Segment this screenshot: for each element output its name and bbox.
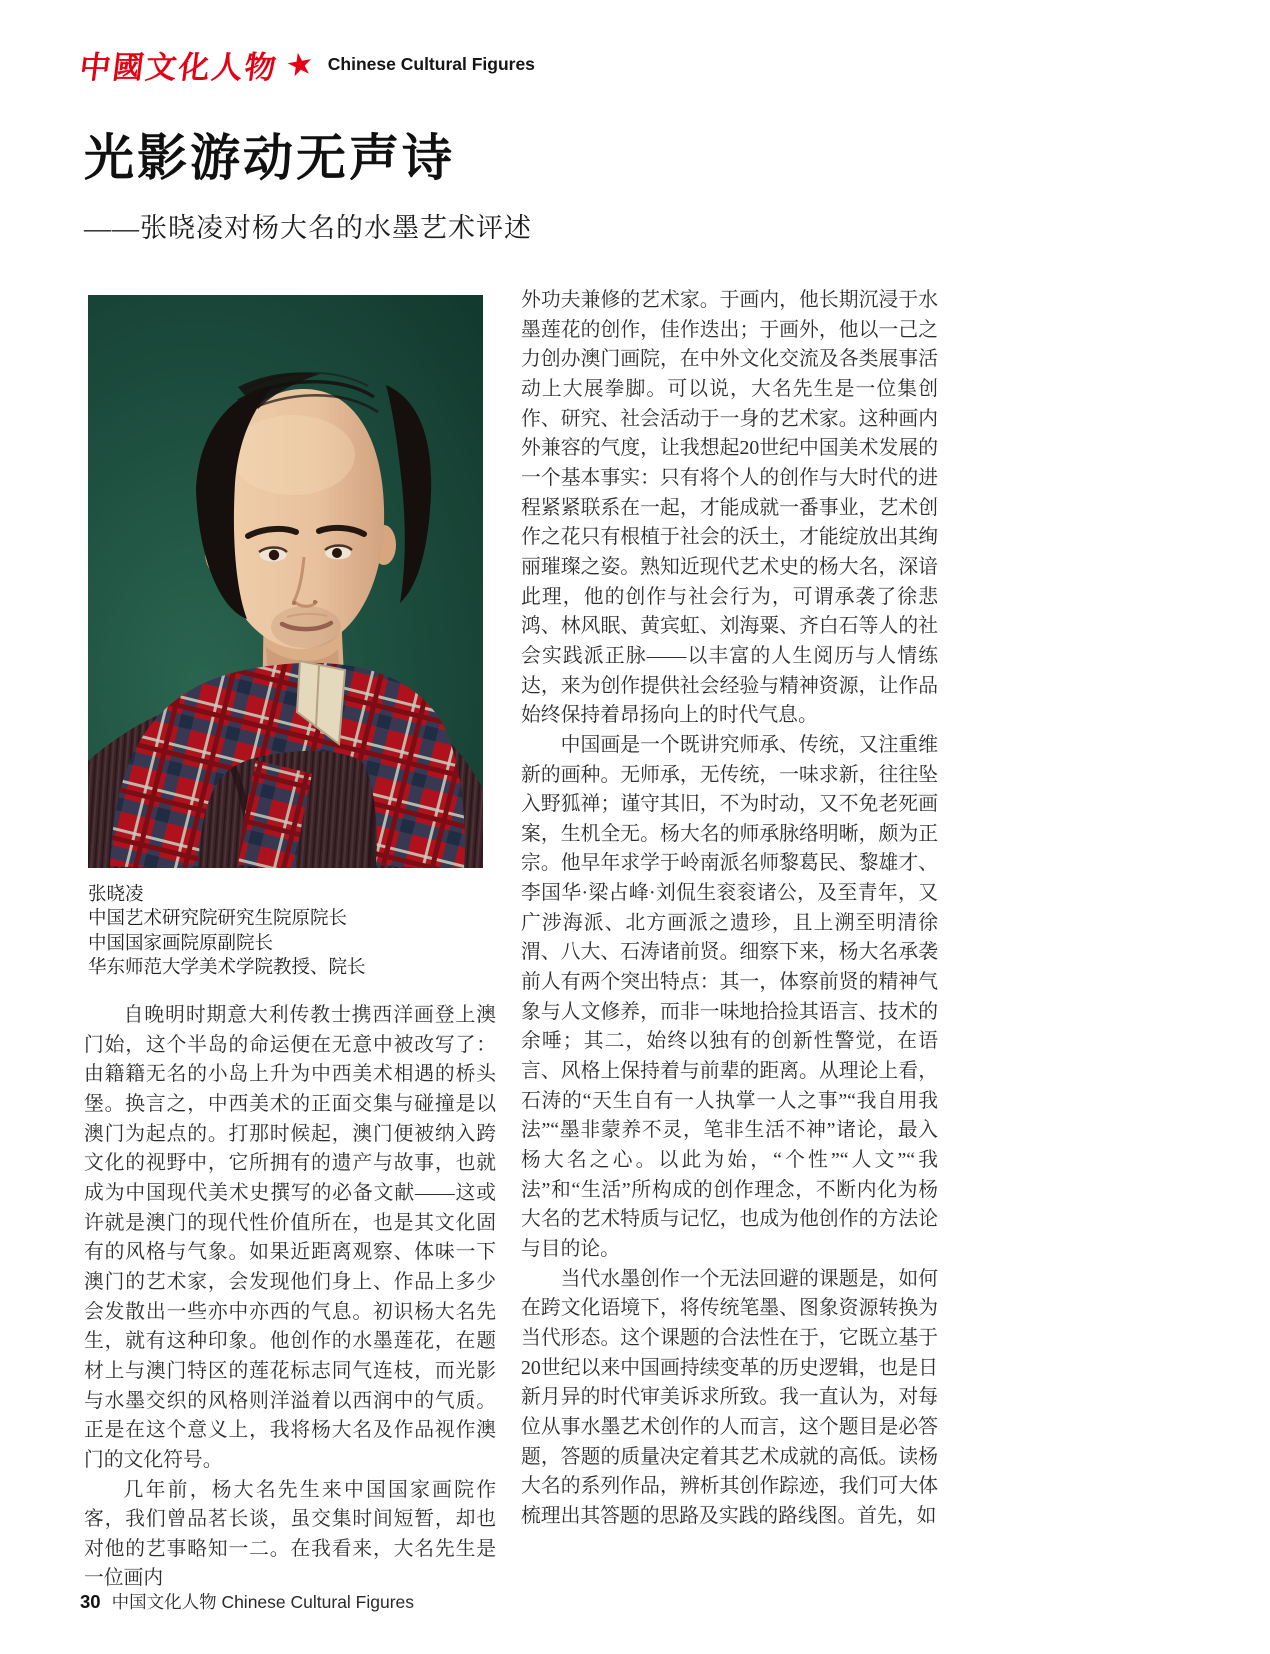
portrait-illustration bbox=[88, 295, 483, 868]
logo-chinese-calligraphy: 中國文化人物 bbox=[77, 50, 280, 85]
body-paragraph: 中国画是一个既讲究师承、传统，又注重维新的画种。无师承，无传统，一味求新，往往坠入野狐禅；谨守其旧，不为时动，又不免老死画案，生机全无。杨大名的师承脉络明晰，颇为正宗。他早年求学于岭南派名师黎葛民、黎雄才、李国华·梁占峰·刘侃生衮衮诸公，及至青年，又广涉海派、北方画派之遗珍，且上溯至明清徐渭、八大、石涛诸前贤。细察下来，杨大名承袭前人有两个突出特点：其一，体察前贤的精神气象与人文修养，而非一味地拾捡其语言、技术的余唾；其二，始终以独有的创新性警觉，在语言、风格上保持着与前辈的距离。从理论上看，石涛的“天生自有一人执掌一人之事”“我自用我法”“墨非蒙养不灵，笔非生活不神”诸论，最入杨大名之心。以此为始，“个性”“人文”“我法”和“生活”所构成的创作理念，不断内化为杨大名的艺术特质与记忆，也成为他创作的方法论与目的论。 bbox=[521, 733, 938, 1260]
page-number: 30 bbox=[80, 1591, 101, 1612]
caption-line: 张晓凌 bbox=[88, 883, 144, 904]
body-column-right bbox=[521, 286, 938, 1532]
article-title: 光影游动无声诗 bbox=[84, 130, 455, 186]
page-footer bbox=[80, 1589, 414, 1614]
footer-text: 中国文化人物 Chinese Cultural Figures bbox=[111, 1592, 415, 1612]
body-paragraph: 自晚明时期意大利传教士携西洋画登上澳门始，这个半岛的命运便在无意中被改写了：由籍籍无名的小岛上升为中西美术相遇的桥头堡。换言之，中西美术的正面交集与碰撞是以澳门为起点的。打那时候起，澳门便被纳入跨文化的视野中，它所拥有的遗产与故事，也就成为中国现代美术史撰写的必备文献——这或许就是澳门的现代性价值所在，也是其文化固有的风格与气象。如果近距离观察、体味一下澳门的艺术家，会发现他们身上、作品上多少会发散出一些亦中亦西的气息。初识杨大名先生，就有这种印象。他创作的水墨莲花，在题材上与澳门特区的莲花标志同气连枝，而光影与水墨交织的风格则洋溢着以西润中的气质。正是在这个意义上，我将杨大名及作品视作澳门的文化符号。 bbox=[84, 1004, 496, 1471]
magazine-header bbox=[77, 42, 535, 87]
caption-line: 中国国家画院原副院长 bbox=[88, 931, 274, 953]
body-paragraph: 当代水墨创作一个无法回避的课题是，如何在跨文化语境下，将传统笔墨、图象资源转换为当代形态。这个课题的合法性在于，它既立基于20世纪以来中国画持续变革的历史逻辑，也是日新月异的时代审美诉求所致。我一直认为，对每位从事水墨艺术创作的人而言，这个题目是必答题，答题的质量决定着其艺术成就的高低。读杨大名的系列作品，辨析其创作踪迹，我们可大体梳理出其答题的思路及实践的路线图。首先，如 bbox=[521, 1267, 938, 1527]
body-paragraph: 几年前，杨大名先生来中国国家画院作客，我们曾品茗长谈，虽交集时间短暂，却也对他的艺事略知一二。在我看来，大名先生是一位画内 bbox=[84, 1478, 496, 1590]
logo-english: Chinese Cultural Figures bbox=[327, 54, 535, 74]
body-paragraph: 外功夫兼修的艺术家。于画内，他长期沉浸于水墨莲花的创作，佳作迭出；于画外，他以一己之力创办澳门画院，在中外文化交流及各类展事活动上大展拳脚。可以说，大名先生是一位集创作、研究、社会活动于一身的艺术家。这种画内外兼容的气度，让我想起20世纪中国美术发展的一个基本事实：只有将个人的创作与大时代的进程紧紧联系在一起，才能成就一番事业，艺术创作之花只有根植于社会的沃土，才能绽放出其绚丽璀璨之姿。熟知近现代艺术史的杨大名，深谙此理，他的创作与社会行为，可谓承袭了徐悲鸿、林风眠、黄宾虹、刘海粟、齐白石等人的社会实践派正脉——以丰富的人生阅历与人情练达，来为创作提供社会经验与精神资源，让作品始终保持着昂扬向上的时代气息。 bbox=[521, 289, 938, 727]
caption-line: 中国艺术研究院研究生院原院长 bbox=[88, 907, 348, 929]
star-icon: ★ bbox=[283, 44, 317, 85]
body-column-left bbox=[84, 1001, 496, 1594]
article-subtitle: ——张晓凌对杨大名的水墨艺术评述 bbox=[84, 213, 532, 243]
photo-caption bbox=[88, 882, 366, 979]
caption-line: 华东师范大学美术学院教授、院长 bbox=[88, 955, 366, 977]
portrait-photo bbox=[88, 295, 483, 868]
